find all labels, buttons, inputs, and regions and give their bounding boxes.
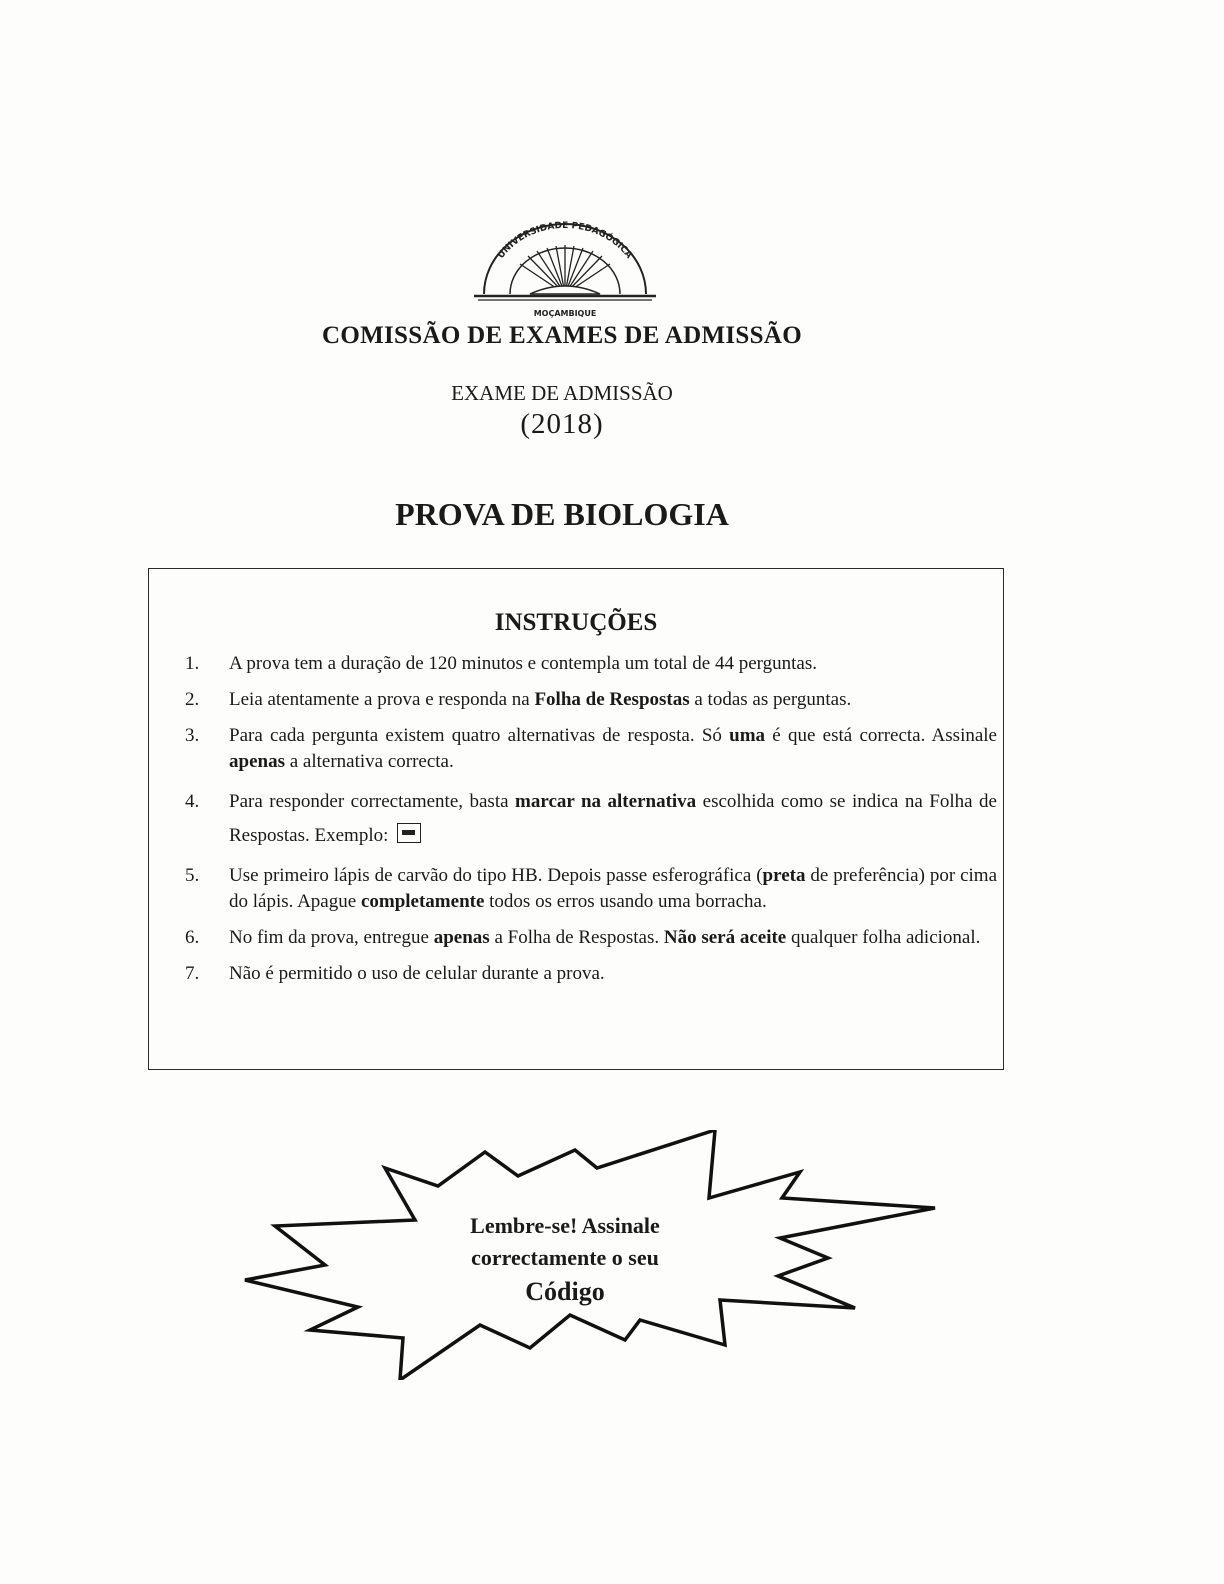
- reminder-line-2: correctamente o seu: [471, 1245, 659, 1270]
- instruction-item: 1. A prova tem a duração de 120 minutos e contempla um total de 44 perguntas.: [185, 653, 817, 674]
- exam-year: (2018): [520, 408, 604, 440]
- marked-box-icon: [397, 823, 421, 843]
- svg-text:MOÇAMBIQUE: MOÇAMBIQUE: [533, 309, 597, 318]
- reminder-line-1: Lembre-se! Assinale: [470, 1213, 660, 1238]
- commission-title: COMISSÃO DE EXAMES DE ADMISSÃO: [322, 322, 802, 349]
- instruction-item: 4. Para responder correctamente, basta marcar na alternativa escolhida como se indica na Folha de Respostas. Exemplo:: [185, 791, 997, 846]
- instruction-item: 6. No fim da prova, entregue apenas a Folha de Respostas. Não será aceite qualquer folha adicional.: [185, 927, 981, 948]
- svg-text:UNIVERSIDADE PEDAGÓGICA: UNIVERSIDADE PEDAGÓGICA: [496, 220, 634, 261]
- instruction-item: 5. Use primeiro lápis de carvão do tipo HB. Depois passe esferográfica (preta de preferência) por cima do lápis. Apague completamente todos os erros usando uma borracha.: [185, 865, 998, 912]
- reminder-text: [400, 1210, 730, 1308]
- subject-title: PROVA DE BIOLOGIA: [395, 496, 729, 532]
- instructions-title: INSTRUÇÕES: [494, 609, 658, 636]
- reminder-line-3: Código: [525, 1277, 605, 1306]
- instructions-list: [185, 651, 997, 997]
- exam-title: EXAME DE ADMISSÃO: [451, 381, 673, 405]
- instructions-box: [148, 568, 1004, 1070]
- university-logo: [470, 218, 660, 326]
- instruction-item: 3. Para cada pergunta existem quatro alternativas de resposta. Só uma é que está correcta. Assinale apenas a alternativa correcta.: [185, 725, 997, 772]
- instruction-item: 7. Não é permitido o uso de celular durante a prova.: [185, 963, 605, 984]
- instruction-item: 2. Leia atentamente a prova e responda na Folha de Respostas a todas as perguntas.: [185, 689, 852, 710]
